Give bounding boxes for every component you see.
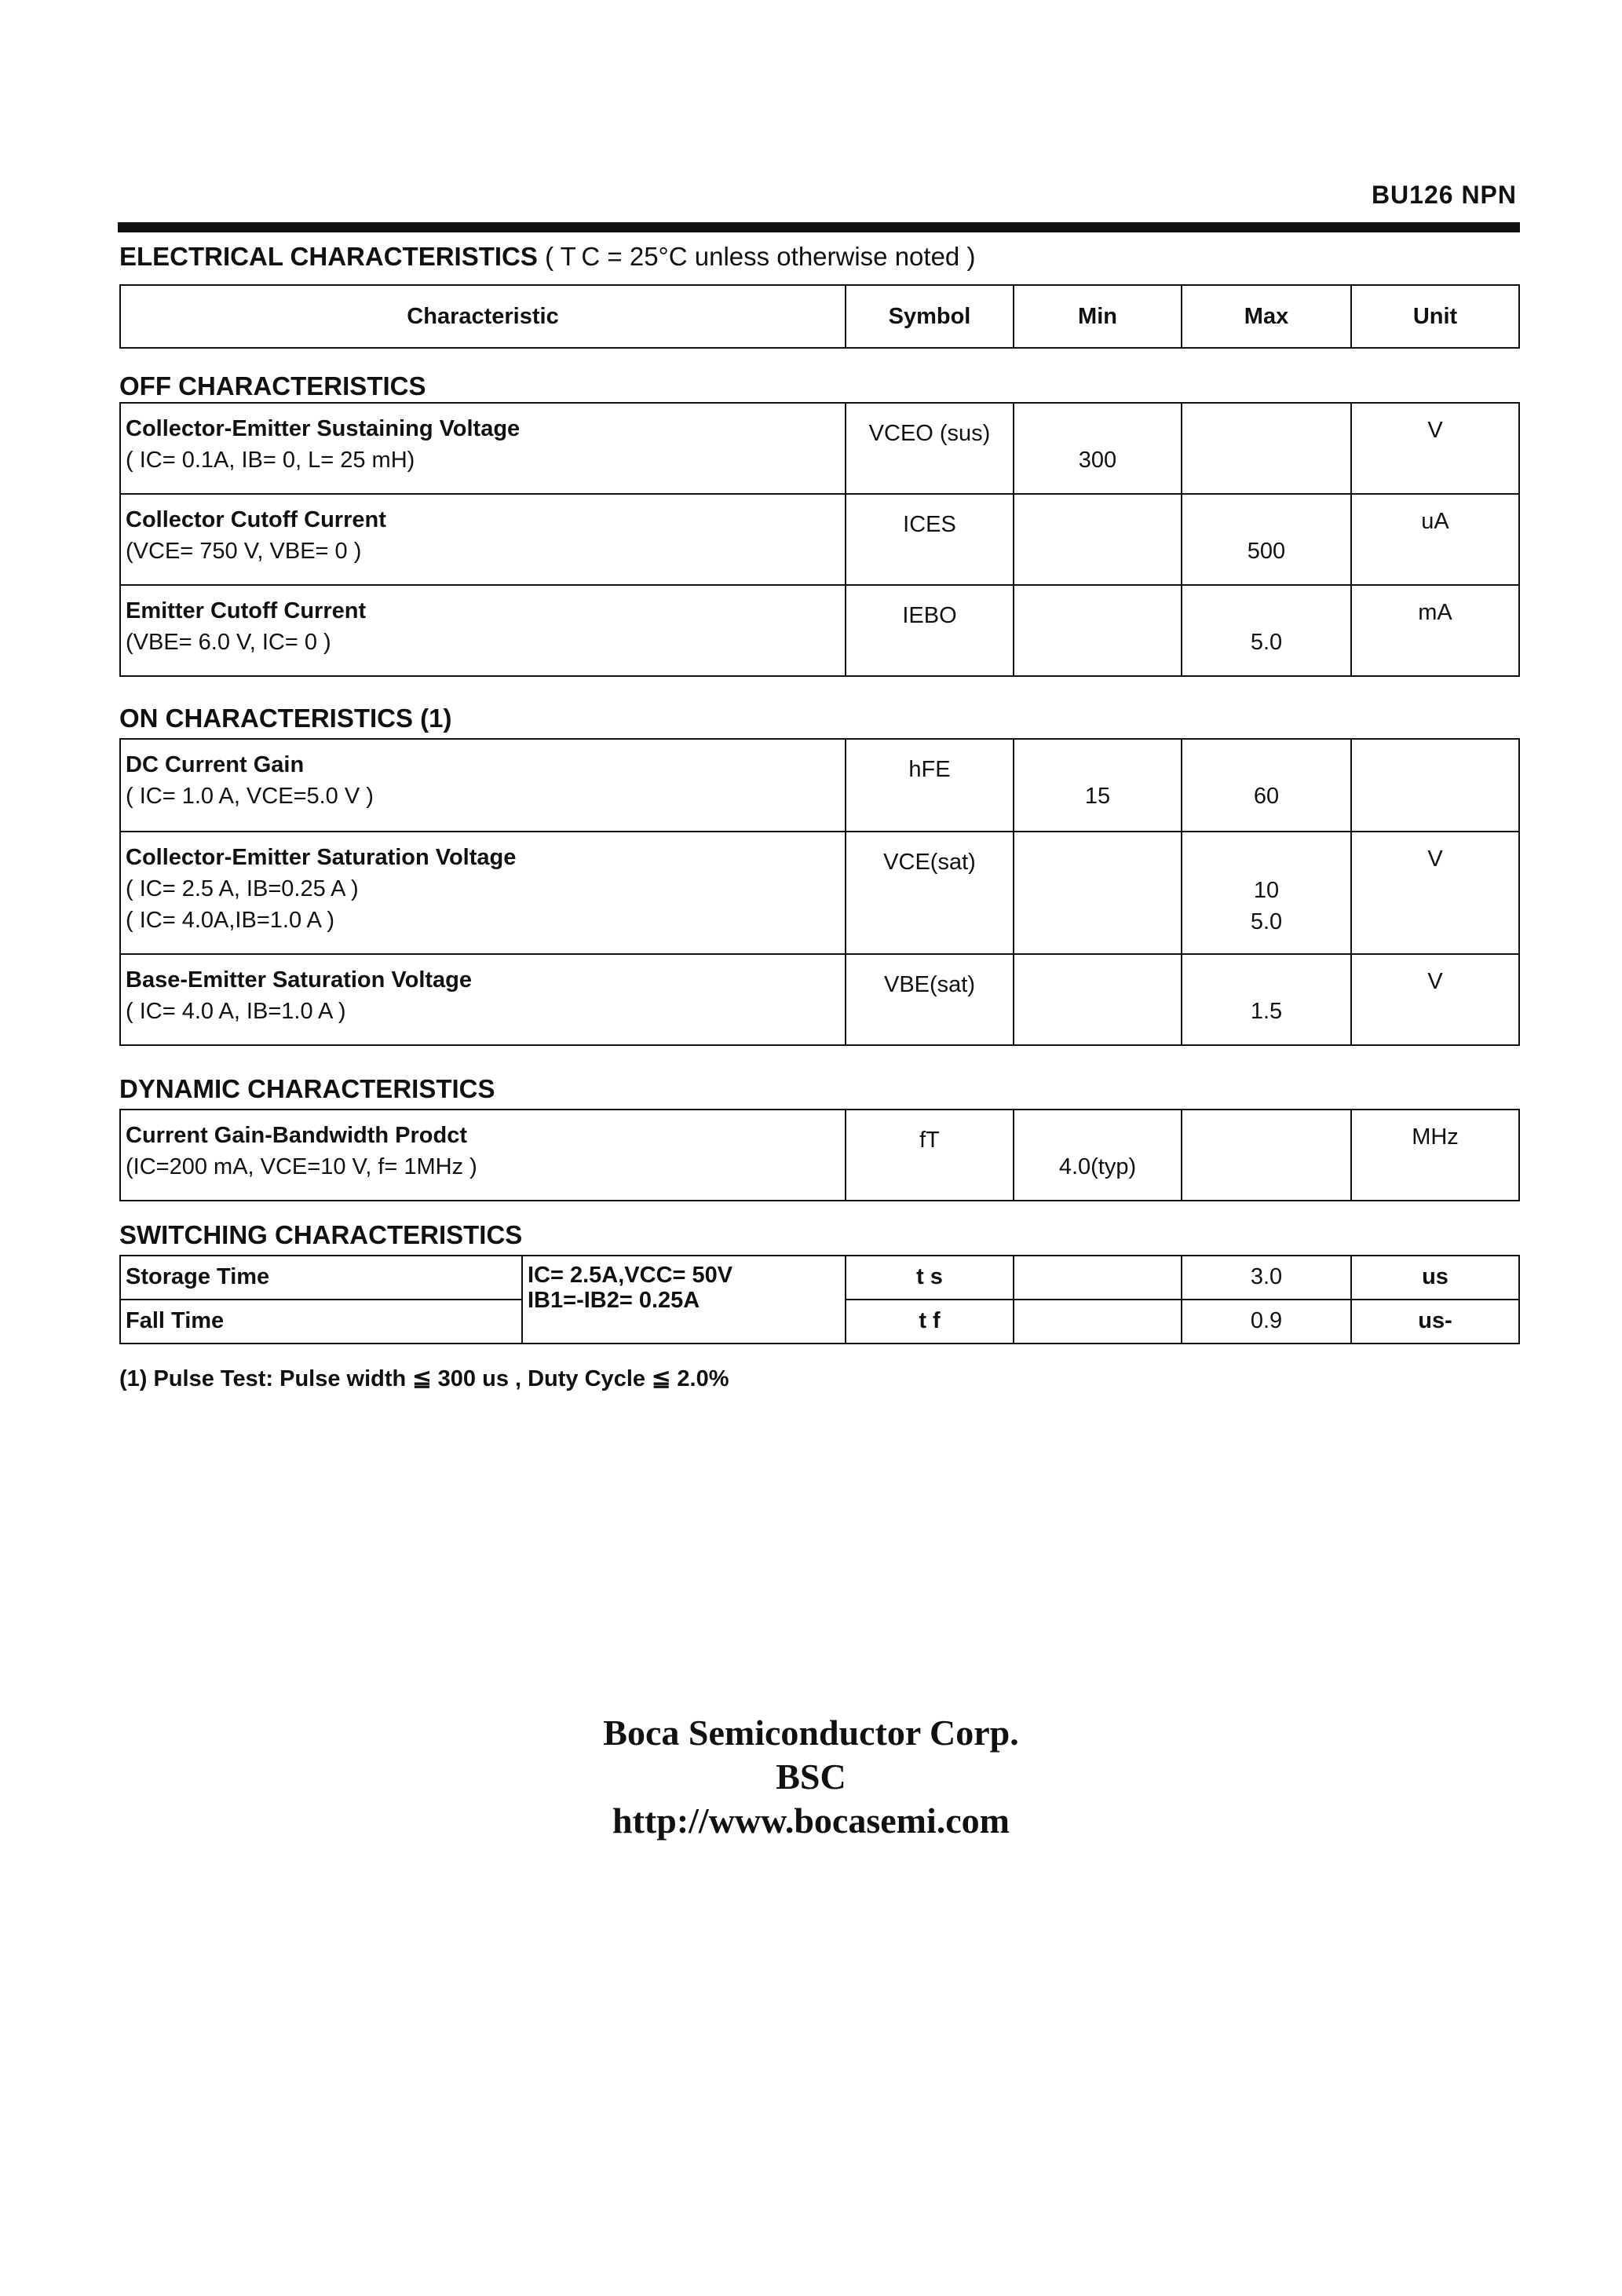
symbol-cell: t s bbox=[846, 1256, 1014, 1300]
characteristic-name: Emitter Cutoff Current bbox=[126, 598, 367, 623]
switching-condition-1: IC= 2.5A,VCC= 50V bbox=[528, 1263, 733, 1288]
max-cell bbox=[1182, 403, 1351, 494]
min-cell bbox=[1014, 494, 1182, 585]
off-characteristics-table bbox=[119, 402, 1520, 677]
max-value: 10 bbox=[1253, 878, 1280, 903]
section-on-title: ON CHARACTERISTICS (1) bbox=[119, 704, 452, 733]
header-max: Max bbox=[1182, 285, 1351, 348]
dynamic-characteristics-table bbox=[119, 1109, 1520, 1201]
max-cell: 3.0 bbox=[1182, 1256, 1351, 1300]
table-row bbox=[120, 832, 1519, 954]
symbol-cell: IEBO bbox=[846, 585, 1014, 676]
title-condition: ( T C = 25°C unless otherwise noted ) bbox=[545, 242, 976, 271]
footnote: (1) Pulse Test: Pulse width ≦ 300 us , Duty Cycle ≦ 2.0% bbox=[119, 1366, 729, 1391]
min-cell: 4.0(typ) bbox=[1014, 1110, 1182, 1201]
unit-cell: V bbox=[1351, 954, 1519, 1045]
characteristic-name: Base-Emitter Saturation Voltage bbox=[126, 967, 473, 993]
characteristic-condition-2: ( IC= 4.0A,IB=1.0 A ) bbox=[126, 908, 334, 933]
max-cell bbox=[1182, 832, 1351, 954]
page-title bbox=[119, 242, 975, 272]
characteristic-name: Current Gain-Bandwidth Prodct bbox=[126, 1123, 467, 1148]
part-number-label: BU126 NPN bbox=[1371, 181, 1517, 209]
header-rule bbox=[118, 222, 1520, 232]
characteristic-cell bbox=[120, 954, 846, 1045]
switching-condition-2: IB1=-IB2= 0.25A bbox=[528, 1288, 700, 1313]
unit-cell: mA bbox=[1351, 585, 1519, 676]
title-main: ELECTRICAL CHARACTERISTICS bbox=[119, 242, 538, 271]
table-row bbox=[120, 954, 1519, 1045]
characteristic-cell bbox=[120, 1110, 846, 1201]
symbol-cell: hFE bbox=[846, 739, 1014, 832]
characteristic-cell bbox=[120, 832, 846, 954]
min-cell: 300 bbox=[1014, 403, 1182, 494]
header-symbol: Symbol bbox=[846, 285, 1014, 348]
characteristic-condition: (VBE= 6.0 V, IC= 0 ) bbox=[126, 630, 331, 655]
symbol-cell: t f bbox=[846, 1300, 1014, 1344]
characteristic-name: Storage Time bbox=[120, 1256, 522, 1300]
section-dynamic-title: DYNAMIC CHARACTERISTICS bbox=[119, 1074, 495, 1103]
unit-cell: MHz bbox=[1351, 1110, 1519, 1201]
characteristic-name: Fall Time bbox=[120, 1300, 522, 1344]
max-value-2: 5.0 bbox=[1250, 909, 1283, 934]
column-header-table bbox=[119, 284, 1520, 349]
characteristic-name: Collector-Emitter Sustaining Voltage bbox=[126, 416, 521, 441]
min-cell bbox=[1014, 585, 1182, 676]
characteristic-condition: (IC=200 mA, VCE=10 V, f= 1MHz ) bbox=[126, 1154, 477, 1179]
max-cell: 0.9 bbox=[1182, 1300, 1351, 1344]
characteristic-name: Collector-Emitter Saturation Voltage bbox=[126, 845, 517, 870]
characteristic-condition: ( IC= 0.1A, IB= 0, L= 25 mH) bbox=[126, 448, 415, 473]
on-characteristics-table bbox=[119, 738, 1520, 1046]
unit-cell: us bbox=[1351, 1256, 1519, 1300]
characteristic-name: DC Current Gain bbox=[126, 752, 305, 777]
symbol-cell: VBE(sat) bbox=[846, 954, 1014, 1045]
unit-cell: V bbox=[1351, 832, 1519, 954]
max-cell bbox=[1182, 1110, 1351, 1201]
max-cell: 1.5 bbox=[1182, 954, 1351, 1045]
header-min: Min bbox=[1014, 285, 1182, 348]
company-name: Boca Semiconductor Corp. bbox=[603, 1713, 1019, 1753]
table-row bbox=[120, 1256, 1519, 1300]
max-cell: 5.0 bbox=[1182, 585, 1351, 676]
symbol-cell: fT bbox=[846, 1110, 1014, 1201]
symbol-cell: ICES bbox=[846, 494, 1014, 585]
company-abbr: BSC bbox=[776, 1757, 846, 1797]
min-cell bbox=[1014, 954, 1182, 1045]
table-row bbox=[120, 739, 1519, 832]
max-cell: 500 bbox=[1182, 494, 1351, 585]
symbol-cell: VCE(sat) bbox=[846, 832, 1014, 954]
unit-cell: V bbox=[1351, 403, 1519, 494]
characteristic-name: Collector Cutoff Current bbox=[126, 507, 386, 532]
table-row bbox=[120, 1110, 1519, 1201]
unit-cell: uA bbox=[1351, 494, 1519, 585]
characteristic-cell bbox=[120, 739, 846, 832]
company-url[interactable]: http://www.bocasemi.com bbox=[612, 1801, 1010, 1841]
symbol-cell: VCEO (sus) bbox=[846, 403, 1014, 494]
unit-cell bbox=[1351, 739, 1519, 832]
header-unit: Unit bbox=[1351, 285, 1519, 348]
characteristic-condition: ( IC= 1.0 A, VCE=5.0 V ) bbox=[126, 784, 374, 809]
table-row bbox=[120, 403, 1519, 494]
characteristic-condition: (VCE= 750 V, VBE= 0 ) bbox=[126, 539, 362, 564]
min-cell bbox=[1014, 1300, 1182, 1344]
table-row bbox=[120, 585, 1519, 676]
min-cell bbox=[1014, 1256, 1182, 1300]
characteristic-cell bbox=[120, 494, 846, 585]
section-switching-title: SWITCHING CHARACTERISTICS bbox=[119, 1220, 523, 1249]
characteristic-condition: ( IC= 2.5 A, IB=0.25 A ) bbox=[126, 876, 359, 901]
max-cell: 60 bbox=[1182, 739, 1351, 832]
switching-conditions bbox=[522, 1256, 846, 1344]
characteristic-cell bbox=[120, 403, 846, 494]
unit-cell: us- bbox=[1351, 1300, 1519, 1344]
switching-characteristics-table bbox=[119, 1255, 1520, 1344]
table-row bbox=[120, 494, 1519, 585]
min-cell: 15 bbox=[1014, 739, 1182, 832]
section-off-title: OFF CHARACTERISTICS bbox=[119, 371, 426, 400]
min-cell bbox=[1014, 832, 1182, 954]
characteristic-cell bbox=[120, 585, 846, 676]
header-characteristic: Characteristic bbox=[120, 285, 846, 348]
characteristic-condition: ( IC= 4.0 A, IB=1.0 A ) bbox=[126, 999, 346, 1024]
